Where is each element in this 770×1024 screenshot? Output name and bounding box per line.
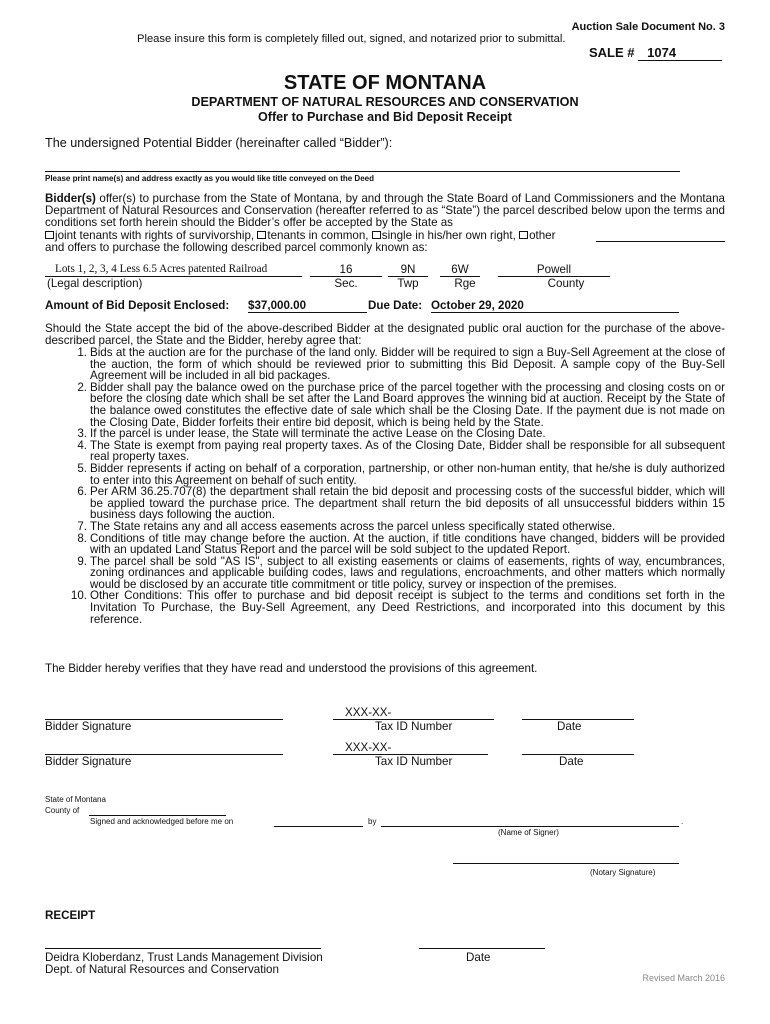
- offer-text: offer(s) to purchase from the State of Montana, by and through the State Board of Land Commissioners and the Montana Department of Natural Resources and Conservation (hereafter referred to as “State”) the parcel described below upon the terms and conditions set forth herein should the Bidder’s offer be accepted by the State as: [45, 192, 725, 230]
- offer-end: and offers to purchase the following described parcel commonly known as:: [45, 241, 428, 254]
- range-value[interactable]: 6W: [440, 263, 480, 277]
- term-number: 4.: [77, 438, 87, 452]
- tax-id-value-2[interactable]: XXX-XX-: [333, 741, 488, 755]
- term-number: 9.: [77, 554, 87, 568]
- term-number: 3.: [77, 427, 87, 441]
- term-item: [45, 440, 725, 463]
- receipt-date-label: Date: [466, 951, 491, 964]
- sale-number[interactable]: 1074: [638, 46, 722, 61]
- signed-date-line[interactable]: [274, 826, 363, 827]
- term-number: 5.: [77, 461, 87, 475]
- sale-label: SALE #: [589, 45, 635, 60]
- term-number: 10.: [70, 589, 87, 603]
- term-number: 8.: [77, 531, 87, 545]
- term-text: Other Conditions: This offer to purchase and bid deposit receipt is subject to the terms and conditions set forth in the Invitation To Purchase, the Buy-Sell Agreement, any Deed Restrictions, and incorporated into this document by this reference.: [90, 589, 725, 626]
- document-number: Auction Sale Document No. 3: [571, 21, 725, 33]
- notary-state: State of Montana: [45, 795, 106, 804]
- receipt-department: Dept. of Natural Resources and Conservation: [45, 963, 279, 976]
- term-text: Bidder represents if acting on behalf of a corporation, partnership, or other non-human entity, that he/she is duly authorized to enter into this Agreement on behalf of such entity.: [90, 461, 725, 487]
- term-text: The State is exempt from paying real property taxes. As of the Closing Date, Bidder shall be responsible for all subsequent real property taxes.: [90, 438, 725, 464]
- notary-county-label: County of: [45, 806, 80, 815]
- notary-county-line[interactable]: [89, 815, 226, 816]
- tax-id-value-1[interactable]: XXX-XX-: [333, 706, 494, 720]
- term-text: Bidder shall pay the balance owed on the purchase price of the parcel together with the processing and closing costs on or before the closing date which shall be set after the Land Board approves the winning bid at auction. Receipt by the State of the balance owed constitutes the effective date of sale which shall be the Closing Date. If the payment due is not made on the Closing Date, Bidder forfeits their entire bid deposit, which is being held by the State.: [90, 380, 725, 429]
- joint-tenants-checkbox[interactable]: [45, 231, 54, 239]
- term-text: Conditions of title may change before the auction. At the auction, if title conditions have changed, bidders will be provided with an updated Land Status Report and the parcel will be sold subject to the updated Report.: [90, 531, 725, 557]
- term-number: 7.: [77, 519, 87, 533]
- sale-number-block: [589, 45, 722, 61]
- term-text: The State retains any and all access easements across the parcel unless specifically stated otherwise.: [90, 519, 616, 533]
- submittal-instruction: Please insure this form is completely filled out, signed, and notarized prior to submittal.: [137, 33, 566, 45]
- print-name-note: Please print name(s) and address exactly as you would like title conveyed on the Deed: [45, 174, 374, 183]
- signer-name-line[interactable]: [381, 826, 679, 827]
- due-date-value[interactable]: October 29, 2020: [431, 299, 679, 313]
- single-label: single in his/her own right,: [381, 229, 516, 242]
- tenants-in-common-checkbox[interactable]: [257, 231, 266, 239]
- terms-intro: Should the State accept the bid of the above-described Bidder at the designated public oral auction for the purchase of the above-described parcel, the State and the Bidder, hereby agree that:: [45, 322, 725, 348]
- term-text: If the parcel is under lease, the State will terminate the active Lease on the Closing Date.: [90, 427, 546, 441]
- term-item: [45, 486, 725, 521]
- signer-line-end: .: [681, 817, 684, 826]
- receipt-signer-name: Deidra Kloberdanz, Trust Lands Management Division: [45, 951, 323, 964]
- bid-deposit-amount-label: Amount of Bid Deposit Enclosed:: [45, 299, 230, 312]
- term-item: [45, 347, 725, 382]
- section-value[interactable]: 16: [310, 263, 382, 277]
- term-text: Bids at the auction are for the purchase of the land only. Bidder will be required to sign a Buy-Sell Agreement at the close of the auction, the form of which should be reviewed prior to submitting this Bid Deposit. A sample copy of the Buy-Sell Agreement will be included in all bid packages.: [90, 346, 725, 383]
- term-text: Per ARM 36.25.707(8) the department shall retain the bid deposit and processing costs of the successful bidder, which will be applied toward the purchase price. The department shall return the bid deposits of all unsuccessful bidders within 15 business days following the auction.: [90, 485, 725, 522]
- bid-deposit-amount-value[interactable]: $37,000.00: [248, 299, 367, 313]
- term-number: 1.: [77, 346, 87, 359]
- term-number: 6.: [77, 485, 87, 499]
- date-label-1: Date: [557, 720, 582, 733]
- state-title: STATE OF MONTANA: [283, 72, 487, 94]
- term-item: [45, 556, 725, 591]
- tax-id-label-2: Tax ID Number: [375, 755, 453, 768]
- other-label: other: [529, 229, 556, 242]
- offer-paragraph: [45, 193, 725, 230]
- county-label: County: [547, 277, 585, 290]
- tenants-in-common-label: tenants in common,: [267, 229, 369, 242]
- bidder-signature-label-1: Bidder Signature: [45, 720, 132, 733]
- section-label: Sec.: [334, 277, 358, 290]
- bidder-signature-label-2: Bidder Signature: [45, 755, 132, 768]
- other-checkbox[interactable]: [519, 231, 528, 239]
- offer-bidders-label: Bidder(s): [45, 192, 96, 205]
- term-item: [45, 463, 725, 486]
- term-number: 2.: [77, 380, 87, 394]
- receipt-date-line[interactable]: [419, 948, 545, 949]
- bidder-intro: The undersigned Potential Bidder (hereinafter called “Bidder”):: [45, 136, 393, 150]
- term-item: [45, 590, 725, 625]
- joint-tenants-label: joint tenants with rights of survivorship,: [55, 229, 255, 242]
- tax-id-label-1: Tax ID Number: [375, 720, 453, 733]
- other-tenancy-line[interactable]: [596, 241, 725, 242]
- notary-signature-line[interactable]: [453, 863, 679, 864]
- township-value[interactable]: 9N: [388, 263, 428, 277]
- receipt-title: RECEIPT: [45, 909, 96, 922]
- term-text: The parcel shall be sold "AS IS", subject to all existing easements or claims of easements, rights of way, encumbrances, zoning ordinances and applicable building codes, laws and regulations, encroachments, and other matters which normally would be disclosed by an accurate title commitment or title policy, survey or inspection of the premises.: [90, 554, 725, 591]
- terms-list: [45, 347, 725, 625]
- due-date-label: Due Date:: [368, 299, 423, 312]
- term-item: [45, 382, 725, 428]
- verification-statement: The Bidder hereby verifies that they have read and understood the provisions of this agreement.: [45, 662, 538, 675]
- department-title: DEPARTMENT OF NATURAL RESOURCES AND CONSERVATION: [191, 95, 579, 109]
- single-checkbox[interactable]: [372, 231, 381, 239]
- revised-date: Revised March 2016: [642, 973, 725, 983]
- signed-acknowledged-text: Signed and acknowledged before me on: [90, 817, 234, 826]
- name-of-signer-label: (Name of Signer): [498, 828, 559, 837]
- term-item: [45, 533, 725, 556]
- bidder-name-line[interactable]: [45, 171, 680, 172]
- legal-description-label: (Legal description): [47, 277, 143, 290]
- receipt-signature-line[interactable]: [45, 948, 321, 949]
- date-label-2: Date: [559, 755, 584, 768]
- township-label: Twp: [397, 277, 419, 290]
- range-label: Rge: [454, 277, 476, 290]
- signed-by-label: by: [368, 817, 377, 826]
- county-value[interactable]: Powell: [498, 263, 610, 277]
- form-title: Offer to Purchase and Bid Deposit Receipt: [257, 110, 513, 124]
- notary-signature-label: (Notary Signature): [590, 868, 656, 877]
- legal-description-value[interactable]: Lots 1, 2, 3, 4 Less 6.5 Acres patented Railroad: [45, 263, 302, 277]
